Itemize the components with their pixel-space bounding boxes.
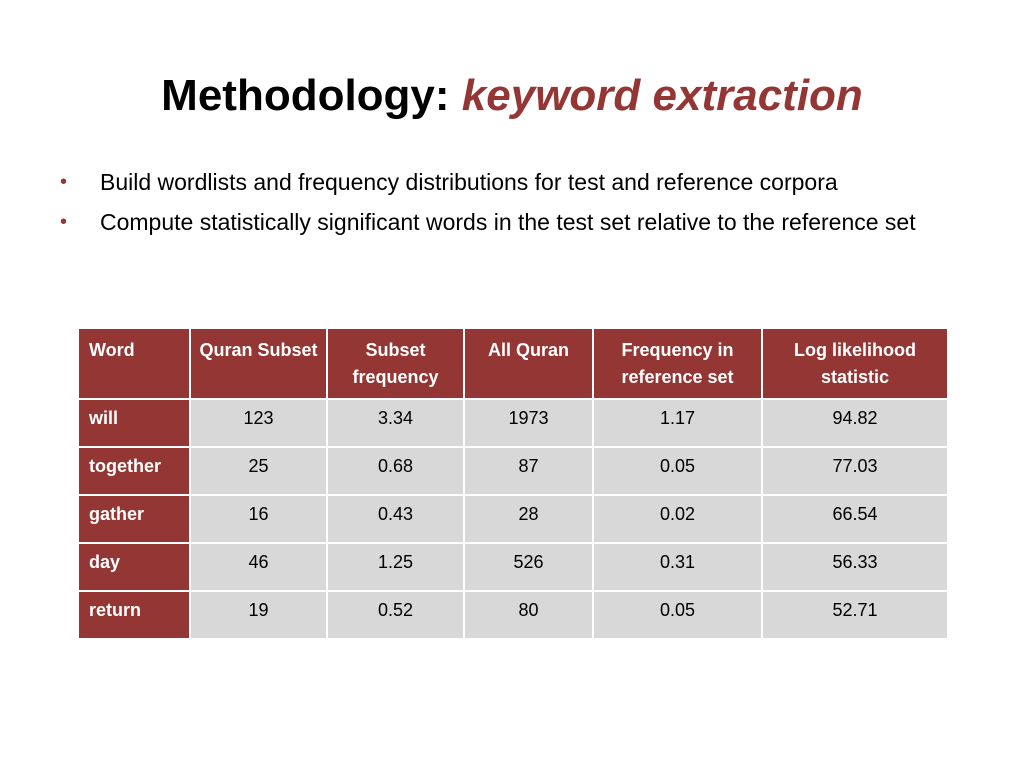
cell-word: will (78, 399, 190, 447)
cell-word: together (78, 447, 190, 495)
header-reference-frequency: Frequency in reference set (593, 328, 762, 399)
bullet-item (60, 205, 960, 239)
bullet-item (60, 165, 960, 199)
cell-log-likelihood: 66.54 (762, 495, 948, 543)
header-all-quran: All Quran (464, 328, 593, 399)
header-subset-frequency: Subset frequency (327, 328, 464, 399)
bullet-text: Compute statistically significant words in the test set relative to the reference set (100, 209, 916, 235)
keyword-table (77, 327, 949, 640)
header-log-likelihood: Log likelihood statistic (762, 328, 948, 399)
table-row (78, 447, 948, 495)
cell-word: day (78, 543, 190, 591)
header-word: Word (78, 328, 190, 399)
table-row (78, 543, 948, 591)
table-row (78, 495, 948, 543)
cell-log-likelihood: 56.33 (762, 543, 948, 591)
cell-all-quran: 526 (464, 543, 593, 591)
cell-reference-frequency: 1.17 (593, 399, 762, 447)
cell-reference-frequency: 0.02 (593, 495, 762, 543)
cell-log-likelihood: 94.82 (762, 399, 948, 447)
cell-log-likelihood: 77.03 (762, 447, 948, 495)
bullet-list (60, 165, 960, 245)
cell-quran-subset: 46 (190, 543, 327, 591)
cell-log-likelihood: 52.71 (762, 591, 948, 639)
bullet-text: Build wordlists and frequency distributions for test and reference corpora (100, 169, 838, 195)
cell-all-quran: 1973 (464, 399, 593, 447)
cell-all-quran: 80 (464, 591, 593, 639)
cell-quran-subset: 16 (190, 495, 327, 543)
bullet-icon: • (60, 211, 68, 233)
cell-reference-frequency: 0.05 (593, 591, 762, 639)
cell-quran-subset: 19 (190, 591, 327, 639)
cell-subset-frequency: 1.25 (327, 543, 464, 591)
cell-subset-frequency: 3.34 (327, 399, 464, 447)
slide-title (0, 68, 1024, 124)
cell-subset-frequency: 0.43 (327, 495, 464, 543)
header-quran-subset: Quran Subset (190, 328, 327, 399)
bullet-icon: • (60, 171, 68, 193)
cell-quran-subset: 25 (190, 447, 327, 495)
cell-word: gather (78, 495, 190, 543)
title-main: Methodology: (161, 71, 462, 120)
cell-subset-frequency: 0.52 (327, 591, 464, 639)
cell-quran-subset: 123 (190, 399, 327, 447)
title-accent: keyword extraction (461, 71, 863, 120)
table-row (78, 399, 948, 447)
cell-reference-frequency: 0.31 (593, 543, 762, 591)
cell-all-quran: 28 (464, 495, 593, 543)
table-header-row (78, 328, 948, 399)
table-row (78, 591, 948, 639)
cell-subset-frequency: 0.68 (327, 447, 464, 495)
cell-reference-frequency: 0.05 (593, 447, 762, 495)
cell-word: return (78, 591, 190, 639)
cell-all-quran: 87 (464, 447, 593, 495)
